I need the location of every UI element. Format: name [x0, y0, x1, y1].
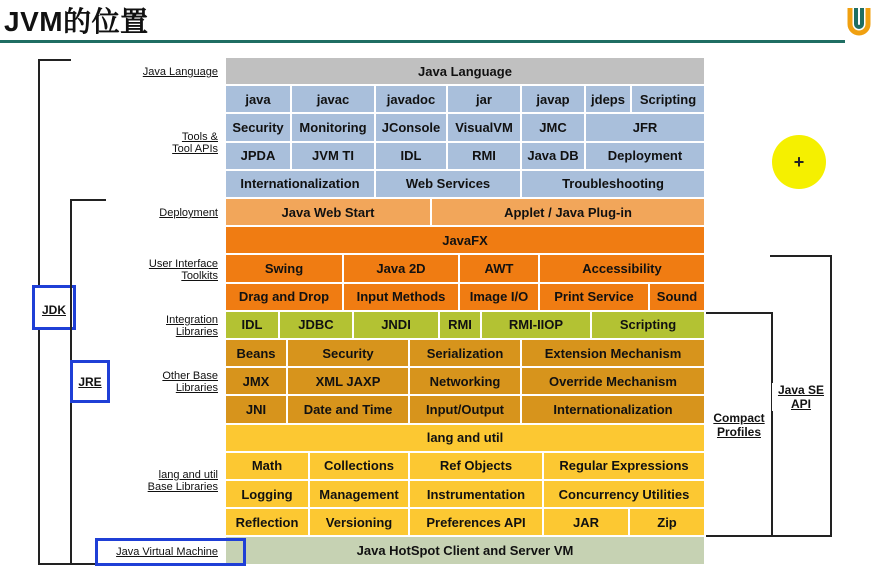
- cursor-highlight-icon: [772, 135, 826, 189]
- component-cell: Java Web Start: [226, 199, 432, 227]
- component-cell: jar: [448, 86, 522, 114]
- compact-bracket-bottom: [706, 535, 772, 537]
- component-cell: JConsole: [376, 114, 448, 142]
- component-cell: javap: [522, 86, 586, 114]
- java-se-api-label: Java SE API: [772, 383, 830, 411]
- component-cell: jdeps: [586, 86, 632, 114]
- component-cell: Serialization: [410, 340, 522, 368]
- component-cell: Scripting: [632, 86, 706, 114]
- component-cell: Java 2D: [344, 255, 460, 283]
- layer-label: Java Virtual Machine: [116, 545, 218, 558]
- component-cell: Concurrency Utilities: [544, 481, 706, 509]
- page-title: JVM的位置: [4, 6, 149, 37]
- se-api-bracket-top: [770, 255, 832, 257]
- component-cell: Swing: [226, 255, 344, 283]
- component-cell: Security: [288, 340, 410, 368]
- component-cell: RMI: [440, 312, 482, 340]
- component-cell: Regular Expressions: [544, 453, 706, 481]
- component-cell: Print Service: [540, 284, 650, 312]
- logo-icon: [846, 4, 871, 36]
- compact-bracket-line: [771, 312, 773, 537]
- component-cell: Input Methods: [344, 284, 460, 312]
- component-cell: Internationalization: [226, 171, 376, 199]
- layer-label: Java Language: [142, 66, 218, 79]
- se-api-bracket-line: [830, 255, 832, 537]
- component-cell: Preferences API: [410, 509, 544, 537]
- component-cell: Internationalization: [522, 396, 706, 424]
- component-cell: Accessibility: [540, 255, 706, 283]
- component-cell: Instrumentation: [410, 481, 544, 509]
- component-cell: Math: [226, 453, 310, 481]
- component-cell: Deployment: [586, 143, 706, 171]
- component-cell: Java DB: [522, 143, 586, 171]
- component-cell: Networking: [410, 368, 522, 396]
- component-cell: JAR: [544, 509, 630, 537]
- component-cell: JMX: [226, 368, 288, 396]
- component-cell: XML JAXP: [288, 368, 410, 396]
- component-cell: javac: [292, 86, 376, 114]
- component-cell: IDL: [376, 143, 448, 171]
- compact-profiles-label: Compact Profiles: [707, 411, 771, 439]
- component-cell: Java Language: [226, 58, 706, 86]
- layer-label: Integration Libraries: [166, 313, 218, 338]
- component-cell: Image I/O: [460, 284, 540, 312]
- se-api-bracket-bottom: [770, 535, 832, 537]
- component-cell: RMI-IIOP: [482, 312, 592, 340]
- component-cell: Drag and Drop: [226, 284, 344, 312]
- jre-label: JRE: [78, 375, 102, 389]
- component-cell: JFR: [586, 114, 706, 142]
- component-cell: JPDA: [226, 143, 292, 171]
- layer-label: Tools & Tool APIs: [172, 130, 218, 155]
- layer-label: Other Base Libraries: [162, 370, 218, 395]
- component-cell: Versioning: [310, 509, 410, 537]
- component-cell: VisualVM: [448, 114, 522, 142]
- component-cell: JMC: [522, 114, 586, 142]
- component-cell: Reflection: [226, 509, 310, 537]
- component-cell: lang and util: [226, 425, 706, 453]
- jvm-highlight-box: [95, 538, 246, 566]
- component-cell: Web Services: [376, 171, 522, 199]
- component-cell: Zip: [630, 509, 706, 537]
- component-cell: Security: [226, 114, 292, 142]
- component-cell: Troubleshooting: [522, 171, 706, 199]
- layer-label: User Interface Toolkits: [148, 257, 218, 282]
- component-cell: AWT: [460, 255, 540, 283]
- component-cell: Sound: [650, 284, 706, 312]
- component-cell: Management: [310, 481, 410, 509]
- component-cell: Extension Mechanism: [522, 340, 706, 368]
- component-cell: JDBC: [280, 312, 354, 340]
- component-cell: JavaFX: [226, 227, 706, 255]
- jdk-bracket-bottom: [38, 563, 98, 565]
- component-cell: Java HotSpot Client and Server VM: [226, 537, 706, 565]
- component-cell: Beans: [226, 340, 288, 368]
- layer-label: lang and util Base Libraries: [147, 469, 218, 493]
- component-cell: JNI: [226, 396, 288, 424]
- jre-bracket-top: [70, 199, 106, 201]
- component-cell: JVM TI: [292, 143, 376, 171]
- component-cell: Scripting: [592, 312, 706, 340]
- component-cell: Date and Time: [288, 396, 410, 424]
- component-cell: Input/Output: [410, 396, 522, 424]
- component-cell: Logging: [226, 481, 310, 509]
- jdk-bracket-top: [38, 59, 71, 61]
- component-cell: IDL: [226, 312, 280, 340]
- component-cell: java: [226, 86, 292, 114]
- component-cell: Applet / Java Plug-in: [432, 199, 706, 227]
- component-cell: Monitoring: [292, 114, 376, 142]
- compact-bracket-top: [706, 312, 772, 314]
- component-cell: Override Mechanism: [522, 368, 706, 396]
- component-cell: JNDI: [354, 312, 440, 340]
- component-cell: RMI: [448, 143, 522, 171]
- pointer-plus: +: [793, 151, 805, 172]
- title-rule: [0, 40, 845, 43]
- jdk-label: JDK: [41, 303, 66, 317]
- component-cell: javadoc: [376, 86, 448, 114]
- component-cell: Collections: [310, 453, 410, 481]
- component-cell: Ref Objects: [410, 453, 544, 481]
- layer-label: Deployment: [159, 207, 218, 220]
